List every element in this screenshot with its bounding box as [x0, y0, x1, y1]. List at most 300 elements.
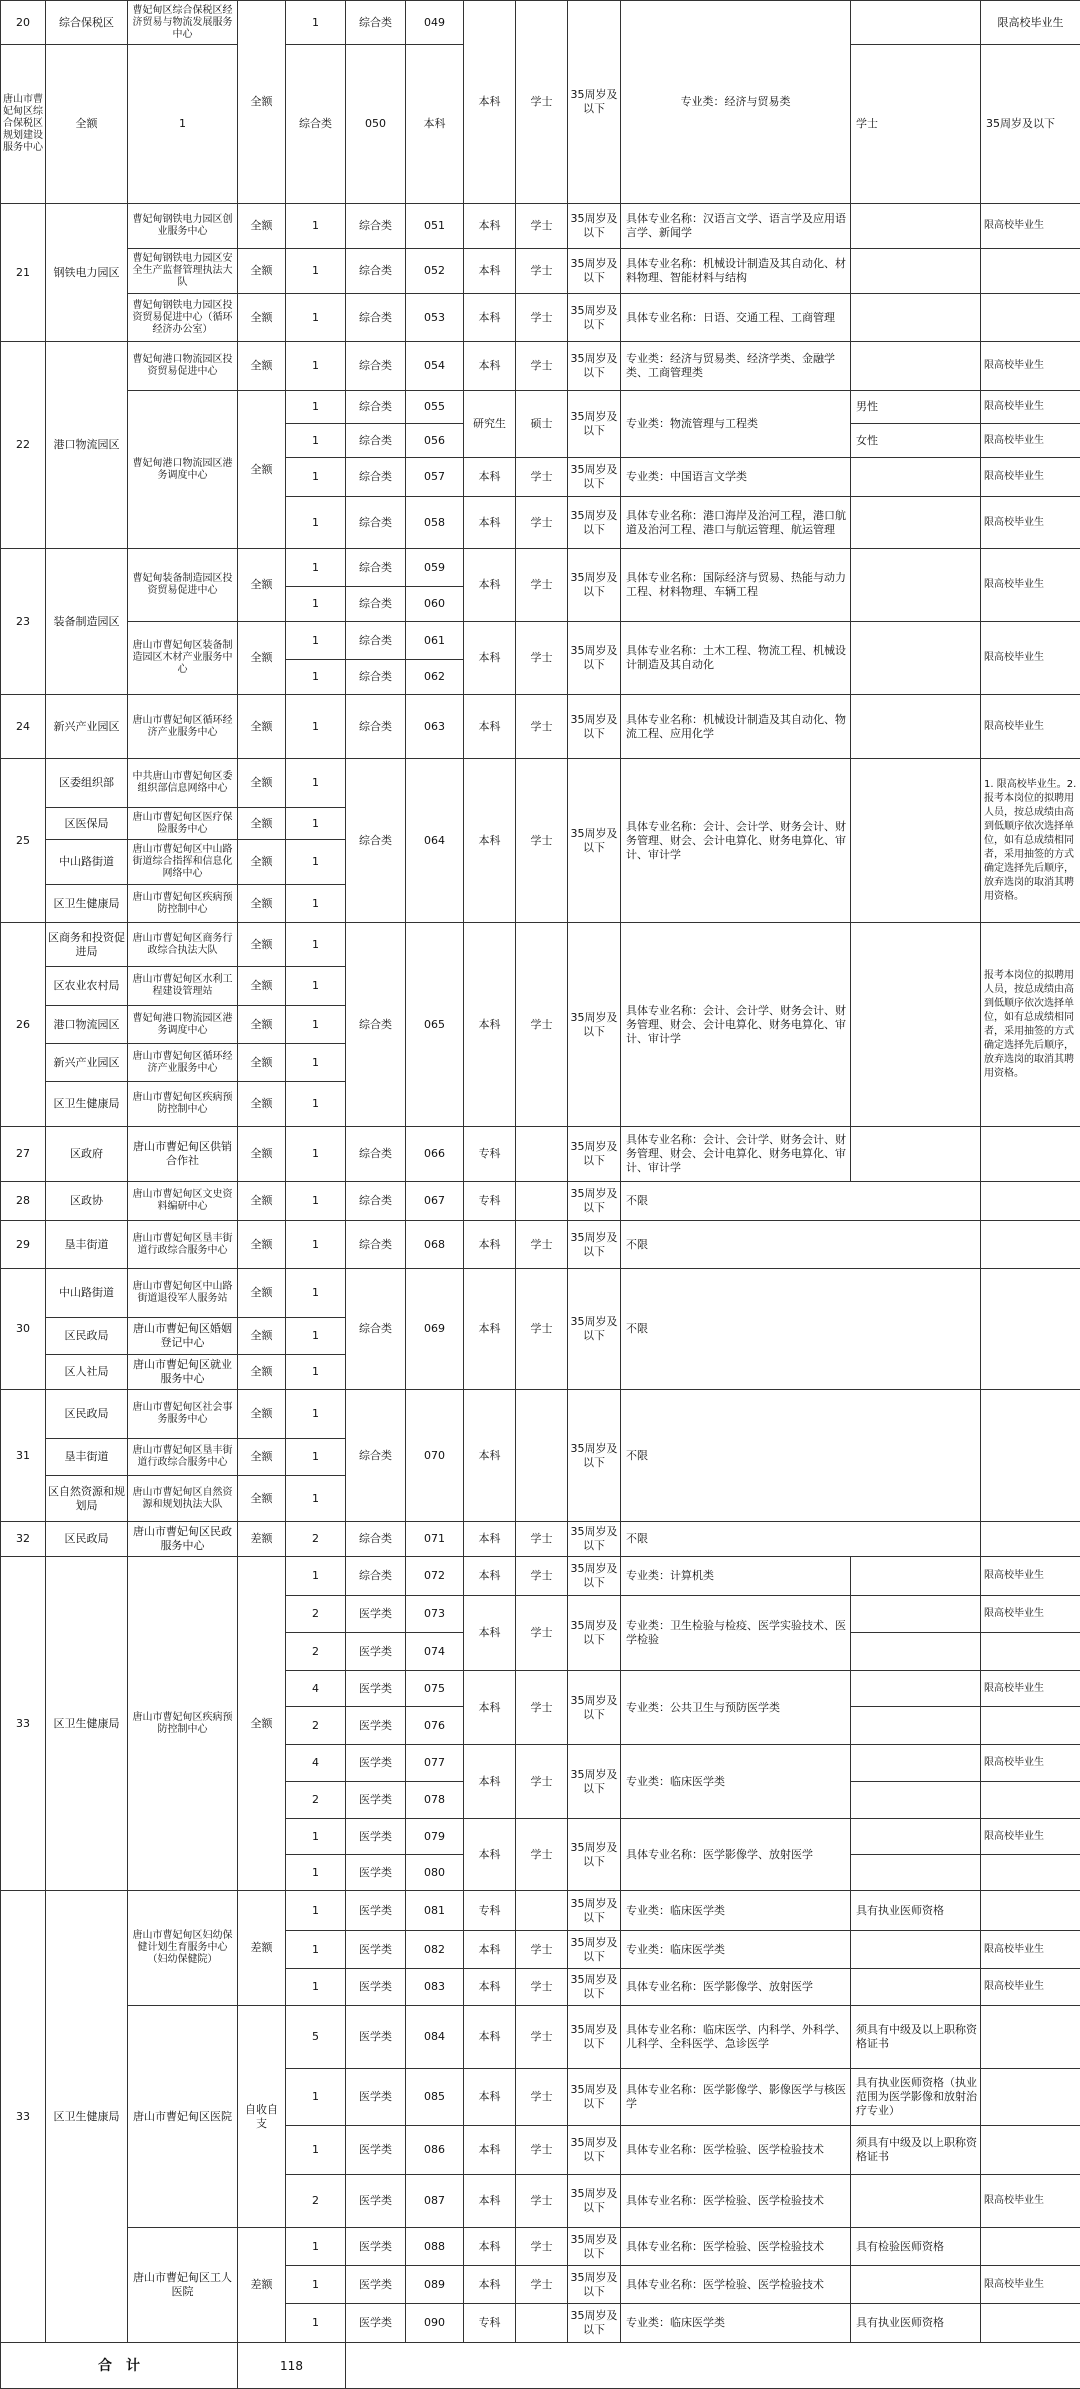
table-cell: 中共唐山市曹妃甸区委组织部信息网络中心: [128, 759, 238, 808]
table-cell: 专业类：临床医学类: [621, 2304, 851, 2343]
table-row: [1, 1127, 1080, 1182]
table-cell: 1: [286, 391, 346, 424]
table-cell: 综合类: [346, 759, 406, 923]
table-cell: 065: [406, 923, 464, 1127]
table-cell: 专业类：临床医学类: [621, 1891, 851, 1931]
table-cell: 医学类: [346, 2175, 406, 2228]
table-cell: 限高校毕业生: [981, 1557, 1080, 1596]
table-cell: 全额: [238, 622, 286, 695]
table-cell: 医学类: [346, 2126, 406, 2175]
table-cell: 1: [286, 458, 346, 497]
table-cell: 062: [406, 660, 464, 695]
table-cell: 医学类: [346, 2069, 406, 2126]
table-cell: 全额: [238, 923, 286, 967]
table-cell: [851, 458, 981, 497]
table-row: [1, 2228, 1080, 2266]
table-cell: 唐山市曹妃甸区婚姻登记中心: [128, 1318, 238, 1355]
table-cell: 本科: [464, 1596, 516, 1671]
table-cell: 本科: [464, 1522, 516, 1557]
table-cell: [851, 759, 981, 923]
table-cell: 具体专业名称：国际经济与贸易、热能与动力工程、材料物理、车辆工程: [621, 549, 851, 622]
table-cell: 1: [286, 342, 346, 391]
table-cell: 本科: [464, 1671, 516, 1745]
table-cell: 35周岁及以下: [568, 1522, 621, 1557]
table-row: [1, 695, 1080, 759]
table-cell: 综合类: [346, 342, 406, 391]
table-cell: [851, 342, 981, 391]
table-cell: [516, 1891, 568, 1931]
total-count: 118: [238, 2343, 346, 2389]
table-cell: 本科: [464, 2006, 516, 2069]
table-cell: 1: [286, 622, 346, 660]
table-cell: 综合类: [346, 1269, 406, 1390]
table-cell: 唐山市曹妃甸区疾病预防控制中心: [128, 885, 238, 923]
table-cell: 唐山市曹妃甸区垦丰街道行政综合服务中心: [128, 1439, 238, 1476]
table-cell: 35周岁及以下: [568, 204, 621, 249]
table-cell: 全额: [238, 808, 286, 840]
table-cell: 086: [406, 2126, 464, 2175]
table-cell: 综合类: [346, 249, 406, 294]
table-cell: 本科: [464, 342, 516, 391]
table-row: [1, 1269, 1080, 1318]
table-cell: 报考本岗位的拟聘用人员，按总成绩由高到低顺序依次选择单位，如有总成绩相同者，采用抽签的方式确定选择先后顺序，放弃选岗的取消其聘用资格。: [981, 923, 1080, 1127]
table-cell: 学士: [516, 2069, 568, 2126]
table-cell: 区商务和投资促进局: [46, 923, 128, 967]
table-cell: 唐山市曹妃甸区民政服务中心: [128, 1522, 238, 1557]
table-cell: 074: [406, 1633, 464, 1671]
table-cell: 硕士: [516, 391, 568, 458]
table-cell: 090: [406, 2304, 464, 2343]
table-cell: 全额: [238, 695, 286, 759]
table-cell: [851, 249, 981, 294]
table-row: [1, 294, 1080, 342]
table-cell: 32: [1, 1522, 46, 1557]
table-cell: 1: [286, 1127, 346, 1182]
table-cell: [851, 1707, 981, 1745]
table-cell: 35周岁及以下: [568, 1269, 621, 1390]
table-cell: [851, 1819, 981, 1855]
table-cell: 24: [1, 695, 46, 759]
table-cell: 具体专业名称：机械设计制造及其自动化、物流工程、应用化学: [621, 695, 851, 759]
table-cell: 限高校毕业生: [981, 1931, 1080, 1969]
table-cell: 1: [286, 759, 346, 808]
table-cell: 全额: [238, 1182, 286, 1221]
table-cell: 全额: [238, 1557, 286, 1891]
table-cell: 1: [286, 923, 346, 967]
table-cell: 全额: [238, 1439, 286, 1476]
table-cell: 060: [406, 587, 464, 622]
table-cell: 区政府: [46, 1127, 128, 1182]
table-cell: 唐山市曹妃甸区中山路街道退役军人服务站: [128, 1269, 238, 1318]
table-cell: 钢铁电力园区: [46, 204, 128, 342]
table-cell: 079: [406, 1819, 464, 1855]
table-cell: 35周岁及以下: [568, 2266, 621, 2304]
table-cell: [981, 1891, 1080, 1931]
table-cell: 1: [286, 1855, 346, 1891]
table-row: [1, 1, 1080, 45]
table-cell: 本科: [464, 2126, 516, 2175]
table-cell: 专业类：经济与贸易类、经济学类、金融学类、工商管理类: [621, 342, 851, 391]
table-cell: [516, 2304, 568, 2343]
table-cell: 限高校毕业生: [981, 695, 1080, 759]
table-cell: 1: [286, 885, 346, 923]
table-cell: 33: [1, 1557, 46, 1891]
table-cell: 综合保税区: [46, 1, 128, 45]
table-cell: 学士: [516, 1221, 568, 1269]
table-cell: 2: [286, 1707, 346, 1745]
table-cell: 087: [406, 2175, 464, 2228]
table-cell: 全额: [238, 1, 286, 204]
table-cell: 具体专业名称：医学检验、医学检验技术: [621, 2126, 851, 2175]
table-cell: 4: [286, 1671, 346, 1707]
table-cell: [851, 1969, 981, 2006]
table-cell: 差额: [238, 1891, 286, 2006]
table-cell: 085: [406, 2069, 464, 2126]
table-cell: 全额: [238, 759, 286, 808]
table-cell: 35周岁及以下: [568, 294, 621, 342]
table-cell: 区卫生健康局: [46, 1891, 128, 2343]
total-label: 合 计: [1, 2343, 238, 2389]
table-cell: [981, 1522, 1080, 1557]
table-cell: 曹妃甸装备制造园区投资贸易促进中心: [128, 549, 238, 622]
table-cell: 全额: [238, 1044, 286, 1082]
table-cell: 本科: [464, 1969, 516, 2006]
table-cell: 35周岁及以下: [568, 2006, 621, 2069]
table-cell: 医学类: [346, 2304, 406, 2343]
table-cell: [981, 1221, 1080, 1269]
table-cell: 056: [406, 424, 464, 458]
table-cell: 差额: [238, 1522, 286, 1557]
table-cell: 本科: [464, 923, 516, 1127]
table-cell: 2: [286, 1596, 346, 1633]
table-cell: 学士: [516, 759, 568, 923]
table-cell: 072: [406, 1557, 464, 1596]
table-row: [1, 2006, 1080, 2069]
table-cell: 综合类: [346, 1182, 406, 1221]
table-cell: 21: [1, 204, 46, 342]
table-cell: 专业类：经济与贸易类: [621, 1, 851, 204]
table-row: [1, 1891, 1080, 1931]
table-cell: 1: [286, 1476, 346, 1522]
table-cell: 069: [406, 1269, 464, 1390]
table-cell: 学士: [516, 2006, 568, 2069]
table-cell: 1: [286, 1931, 346, 1969]
table-cell: 限高校毕业生: [981, 342, 1080, 391]
table-cell: 本科: [464, 2228, 516, 2266]
table-cell: 1: [286, 808, 346, 840]
table-cell: 垦丰街道: [46, 1439, 128, 1476]
table-cell: 中山路街道: [46, 1269, 128, 1318]
table-cell: 限高校毕业生: [981, 204, 1080, 249]
table-cell: 专科: [464, 1891, 516, 1931]
table-cell: 本科: [464, 497, 516, 549]
table-cell: 具有执业医师资格: [851, 2304, 981, 2343]
table-cell: 054: [406, 342, 464, 391]
table-cell: 综合类: [346, 695, 406, 759]
table-cell: 1: [286, 2266, 346, 2304]
table-cell: 专业类：中国语言文学类: [621, 458, 851, 497]
table-cell: [516, 1182, 568, 1221]
table-cell: 限高校毕业生: [981, 391, 1080, 424]
table-cell: 35周岁及以下: [568, 1969, 621, 2006]
table-cell: 075: [406, 1671, 464, 1707]
table-cell: 本科: [464, 1, 516, 204]
table-cell: 专科: [464, 1182, 516, 1221]
table-cell: 曹妃甸钢铁电力园区投资贸易促进中心（循环经济办公室）: [128, 294, 238, 342]
table-cell: 本科: [464, 2175, 516, 2228]
table-cell: 综合类: [346, 587, 406, 622]
table-cell: 31: [1, 1390, 46, 1522]
table-cell: 区民政局: [46, 1522, 128, 1557]
table-cell: [851, 1, 981, 45]
table-cell: [516, 1127, 568, 1182]
table-cell: 049: [406, 1, 464, 45]
table-cell: 唐山市曹妃甸区医疗保险服务中心: [128, 808, 238, 840]
table-cell: 1: [286, 587, 346, 622]
table-cell: 专科: [464, 1127, 516, 1182]
table-cell: 具体专业名称：医学影像学、放射医学: [621, 1819, 851, 1891]
table-cell: 综合类: [346, 391, 406, 424]
table-cell: [981, 1633, 1080, 1671]
table-cell: [851, 1855, 981, 1891]
table-cell: 医学类: [346, 2266, 406, 2304]
table-cell: 068: [406, 1221, 464, 1269]
table-cell: 2: [286, 2175, 346, 2228]
table-cell: [981, 249, 1080, 294]
table-cell: 综合类: [346, 549, 406, 587]
table-cell: 35周岁及以下: [568, 2069, 621, 2126]
table-cell: 综合类: [346, 1522, 406, 1557]
table-cell: 067: [406, 1182, 464, 1221]
table-cell: [516, 1390, 568, 1522]
table-cell: 本科: [464, 249, 516, 294]
table-cell: 研究生: [464, 391, 516, 458]
table-cell: 综合类: [346, 204, 406, 249]
table-cell: 区卫生健康局: [46, 885, 128, 923]
table-cell: 1: [286, 1891, 346, 1931]
table-cell: 综合类: [346, 458, 406, 497]
table-cell: 唐山市曹妃甸区疾病预防控制中心: [128, 1557, 238, 1891]
table-cell: [851, 1782, 981, 1819]
table-cell: 专业类：公共卫生与预防医学类: [621, 1671, 851, 1745]
table-cell: 064: [406, 759, 464, 923]
table-row: [1, 1390, 1080, 1439]
table-cell: 医学类: [346, 1969, 406, 2006]
table-cell: 专业类：物流管理与工程类: [621, 391, 851, 458]
table-cell: 限高校毕业生: [981, 1819, 1080, 1855]
table-cell: 052: [406, 249, 464, 294]
table-cell: [851, 2266, 981, 2304]
table-cell: 全额: [238, 549, 286, 622]
table-cell: 中山路街道: [46, 840, 128, 885]
table-cell: 35周岁及以下: [568, 1819, 621, 1891]
table-cell: [981, 1707, 1080, 1745]
table-cell: 学士: [516, 1745, 568, 1819]
table-cell: 本科: [464, 622, 516, 695]
table-cell: [851, 549, 981, 622]
table-cell: 全额: [238, 342, 286, 391]
table-cell: 全额: [238, 840, 286, 885]
table-cell: 081: [406, 1891, 464, 1931]
table-cell: 区卫生健康局: [46, 1082, 128, 1127]
table-cell: 35周岁及以下: [568, 1891, 621, 1931]
table-cell: 27: [1, 1127, 46, 1182]
table-cell: 医学类: [346, 1596, 406, 1633]
table-cell: 学士: [516, 1671, 568, 1745]
table-cell: 35周岁及以下: [568, 1596, 621, 1671]
table-cell: 1: [286, 1819, 346, 1855]
table-cell: 35周岁及以下: [568, 2175, 621, 2228]
table-cell: 1: [286, 1269, 346, 1318]
table-cell: 083: [406, 1969, 464, 2006]
table-cell: 1: [286, 1969, 346, 2006]
table-cell: 学士: [516, 497, 568, 549]
table-cell: 曹妃甸钢铁电力园区创业服务中心: [128, 204, 238, 249]
table-cell: 1: [286, 1355, 346, 1390]
table-cell: 本科: [464, 204, 516, 249]
table-cell: 具体专业名称：会计、会计学、财务会计、财务管理、财会、会计电算化、财务电算化、审计、审计学: [621, 759, 851, 923]
table-cell: 综合类: [346, 1557, 406, 1596]
table-cell: 1. 限高校毕业生。2. 报考本岗位的拟聘用人员，按总成绩由高到低顺序依次选择单位，如有总成绩相同者，采用抽签的方式确定选择先后顺序，放弃选岗的取消其聘用资格。: [981, 759, 1080, 923]
table-cell: 区民政局: [46, 1318, 128, 1355]
table-cell: 医学类: [346, 1891, 406, 1931]
table-cell: 垦丰街道: [46, 1221, 128, 1269]
table-cell: 1: [286, 249, 346, 294]
table-cell: 学士: [516, 458, 568, 497]
table-cell: 1: [286, 1221, 346, 1269]
table-cell: 35周岁及以下: [568, 1, 621, 204]
table-cell: 077: [406, 1745, 464, 1782]
table-cell: 1: [286, 204, 346, 249]
table-cell: 专业类：临床医学类: [621, 1745, 851, 1819]
table-cell: 区民政局: [46, 1390, 128, 1439]
table-cell: 学士: [516, 2266, 568, 2304]
table-cell: 具体专业名称：医学影像学、放射医学: [621, 1969, 851, 2006]
table-cell: 本科: [464, 695, 516, 759]
table-cell: 新兴产业园区: [46, 1044, 128, 1082]
table-cell: 1: [286, 1390, 346, 1439]
table-cell: 男性: [851, 391, 981, 424]
table-cell: [851, 695, 981, 759]
table-cell: 学士: [516, 342, 568, 391]
table-cell: 35周岁及以下: [568, 1221, 621, 1269]
table-cell: 区委组织部: [46, 759, 128, 808]
table-cell: 医学类: [346, 2006, 406, 2069]
table-cell: 051: [406, 204, 464, 249]
table-cell: 限高校毕业生: [981, 1745, 1080, 1782]
table-cell: 学士: [516, 249, 568, 294]
table-cell: 33: [1, 1891, 46, 2343]
table-cell: 35周岁及以下: [568, 497, 621, 549]
table-cell: [981, 2126, 1080, 2175]
table-cell: 全额: [238, 391, 286, 549]
table-cell: 学士: [851, 45, 981, 204]
table-cell: 医学类: [346, 1931, 406, 1969]
table-cell: 曹妃甸钢铁电力园区安全生产监督管理执法大队: [128, 249, 238, 294]
table-row: [1, 923, 1080, 967]
table-cell: [981, 2006, 1080, 2069]
table-cell: [851, 1745, 981, 1782]
table-cell: [851, 1596, 981, 1633]
table-cell: 综合类: [346, 1127, 406, 1182]
table-cell: 医学类: [346, 1671, 406, 1707]
table-cell: 1: [286, 2126, 346, 2175]
table-cell: [851, 294, 981, 342]
table-cell: 本科: [464, 294, 516, 342]
table-cell: 具体专业名称：医学检验、医学检验技术: [621, 2266, 851, 2304]
table-cell: 全额: [238, 1127, 286, 1182]
table-cell: [981, 1127, 1080, 1182]
table-cell: 本科: [464, 2069, 516, 2126]
table-cell: 全额: [238, 1006, 286, 1044]
table-cell: 22: [1, 342, 46, 549]
table-cell: 本科: [464, 1557, 516, 1596]
table-cell: 082: [406, 1931, 464, 1969]
table-cell: 1: [286, 2069, 346, 2126]
table-cell: 综合类: [346, 294, 406, 342]
table-cell: 限高校毕业生: [981, 497, 1080, 549]
table-cell: [851, 1671, 981, 1707]
table-cell: 学士: [516, 1557, 568, 1596]
table-cell: 本科: [464, 1931, 516, 1969]
table-cell: 唐山市曹妃甸区中山路街道综合指挥和信息化网络中心: [128, 840, 238, 885]
table-cell: 全额: [238, 1221, 286, 1269]
table-cell: 学士: [516, 2126, 568, 2175]
table-cell: 具体专业名称：汉语言文学、语言学及应用语言学、新闻学: [621, 204, 851, 249]
table-cell: 23: [1, 549, 46, 695]
table-cell: 学士: [516, 1819, 568, 1891]
table-cell: 专业类：计算机类: [621, 1557, 851, 1596]
table-cell: 本科: [406, 45, 464, 204]
table-cell: 医学类: [346, 1707, 406, 1745]
table-cell: 综合类: [346, 622, 406, 660]
table-cell: 全额: [238, 249, 286, 294]
table-cell: 专业类：卫生检验与检疫、医学实验技术、医学检验: [621, 1596, 851, 1671]
table-cell: 综合类: [346, 424, 406, 458]
table-cell: 不限: [621, 1269, 981, 1390]
table-cell: [851, 1931, 981, 1969]
table-cell: 全额: [238, 1476, 286, 1522]
table-cell: 自收自支: [238, 2006, 286, 2228]
table-cell: 089: [406, 2266, 464, 2304]
table-cell: 1: [128, 45, 238, 204]
table-cell: 全额: [238, 1390, 286, 1439]
table-cell: 具体专业名称：港口海岸及治河工程，港口航道及治河工程、港口与航运管理、航运管理: [621, 497, 851, 549]
table-cell: 28: [1, 1182, 46, 1221]
table-cell: 35周岁及以下: [568, 1931, 621, 1969]
table-cell: 学士: [516, 2228, 568, 2266]
table-cell: 女性: [851, 424, 981, 458]
table-cell: 限高校毕业生: [981, 1, 1080, 45]
table-row: [1, 1221, 1080, 1269]
table-cell: 唐山市曹妃甸区文史资料编研中心: [128, 1182, 238, 1221]
total-empty: [346, 2343, 1080, 2389]
table-cell: 区卫生健康局: [46, 1557, 128, 1891]
table-cell: 具有检验医师资格: [851, 2228, 981, 2266]
table-cell: 唐山市曹妃甸区装备制造园区木材产业服务中心: [128, 622, 238, 695]
table-cell: 本科: [464, 458, 516, 497]
table-cell: [981, 1390, 1080, 1522]
table-cell: 2: [286, 1633, 346, 1671]
table-cell: 063: [406, 695, 464, 759]
table-cell: [851, 2175, 981, 2228]
table-cell: 2: [286, 1522, 346, 1557]
table-cell: 071: [406, 1522, 464, 1557]
table-cell: 学士: [516, 622, 568, 695]
table-cell: 学士: [516, 695, 568, 759]
table-cell: 限高校毕业生: [981, 458, 1080, 497]
table-row: [1, 759, 1080, 808]
